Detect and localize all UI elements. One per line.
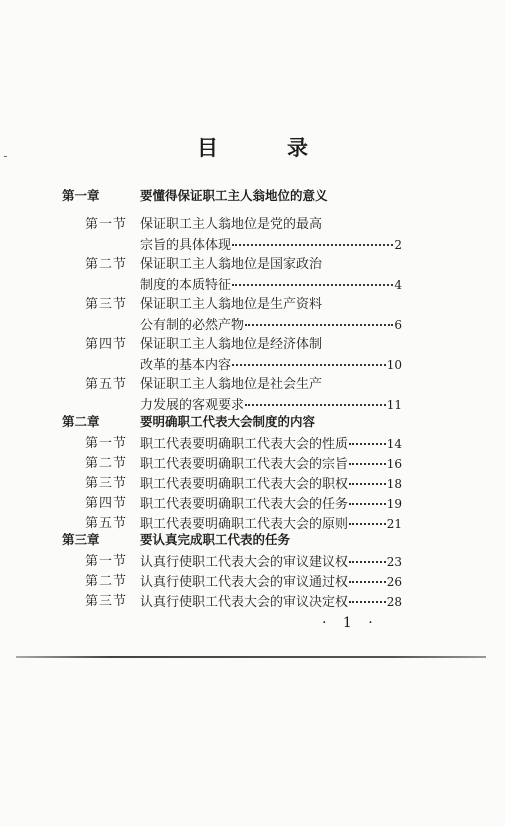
section-entry[interactable]: 职工代表要明确职工代表大会的原则 21 [140, 512, 402, 532]
leader-dots [232, 230, 393, 246]
section-title-line1[interactable]: 保证职工主人翁地位是国家政治 [140, 257, 323, 272]
leader-dots [349, 547, 386, 563]
page-title: 目 录 [197, 135, 332, 160]
section-label: 第二节 [85, 574, 128, 589]
section-title-line2[interactable]: 制度的本质特征 4 [140, 273, 402, 293]
section-title-line2[interactable]: 改革的基本内容 10 [140, 353, 402, 373]
footer-page-number: · 1 · [322, 615, 379, 631]
page-number: 21 [386, 517, 402, 531]
chapter-title: 要认真完成职工代表的任务 [140, 532, 291, 547]
section-entry[interactable]: 职工代表要明确职工代表大会的性质 14 [140, 432, 402, 452]
chapter-title: 要明确职工代表大会制度的内容 [140, 414, 316, 429]
section-label: 第一节 [85, 554, 128, 569]
section-entry[interactable]: 认真行使职工代表大会的审议通过权 26 [140, 570, 402, 590]
leader-dots [349, 587, 386, 603]
section-label: 第二节 [85, 456, 128, 471]
section-entry[interactable]: 认真行使职工代表大会的审议建议权 23 [140, 550, 402, 570]
chapter-number: 第三章 [62, 532, 100, 547]
section-label: 第一节 [85, 436, 128, 451]
section-label: 第三节 [85, 476, 128, 491]
page-number: 19 [386, 497, 402, 511]
leader-dots [349, 429, 386, 445]
section-entry[interactable]: 职工代表要明确职工代表大会的任务 19 [140, 492, 402, 512]
page-number: 16 [386, 457, 402, 471]
leader-dots [245, 310, 393, 326]
chapter-heading[interactable] [62, 412, 315, 430]
section-title-line1[interactable]: 保证职工主人翁地位是社会生产 [140, 377, 323, 392]
leader-dots [232, 270, 393, 286]
chapter-number: 第一章 [62, 188, 100, 203]
section-title-line2[interactable]: 宗旨的具体体现 2 [140, 233, 402, 253]
page-number: 14 [386, 437, 402, 451]
chapter-number: 第二章 [62, 414, 100, 429]
section-title-line2[interactable]: 力发展的客观要求 11 [140, 393, 402, 413]
leader-dots [245, 390, 386, 406]
leader-dots [349, 489, 386, 505]
page-number: 10 [386, 358, 402, 372]
leader-dots [349, 509, 386, 525]
section-label: 第四节 [85, 337, 128, 352]
section-label: 第五节 [85, 377, 128, 392]
page-number: 11 [386, 398, 402, 412]
section-title-line1[interactable]: 保证职工主人翁地位是党的最高 [140, 217, 323, 232]
page-number: 28 [386, 595, 402, 609]
section-entry[interactable]: 职工代表要明确职工代表大会的职权 18 [140, 472, 402, 492]
section-label: 第五节 [85, 516, 128, 531]
chapter-heading[interactable] [62, 530, 290, 548]
page-number: 6 [394, 318, 402, 332]
section-title-line1[interactable]: 保证职工主人翁地位是经济体制 [140, 337, 323, 352]
page-number: 4 [394, 278, 402, 292]
section-entry[interactable]: 职工代表要明确职工代表大会的宗旨 16 [140, 452, 402, 472]
page-number: 18 [386, 477, 402, 491]
chapter-heading[interactable] [62, 186, 328, 204]
leader-dots [232, 350, 386, 366]
bottom-rule [16, 656, 486, 658]
leader-dots [349, 449, 386, 465]
leader-dots [349, 469, 386, 485]
section-title-line1[interactable]: 保证职工主人翁地位是生产资料 [140, 297, 323, 312]
section-label: 第三节 [85, 297, 128, 312]
leader-dots [349, 567, 386, 583]
section-entry[interactable]: 认真行使职工代表大会的审议决定权 28 [140, 590, 402, 610]
section-label: 第二节 [85, 257, 128, 272]
page-number: 2 [394, 238, 402, 252]
page-number: 23 [386, 555, 402, 569]
section-label: 第三节 [85, 594, 128, 609]
section-title-line2[interactable]: 公有制的必然产物 6 [140, 313, 402, 333]
section-label: 第一节 [85, 217, 128, 232]
page-number: 26 [386, 575, 402, 589]
chapter-title: 要懂得保证职工主人翁地位的意义 [140, 188, 328, 203]
section-label: 第四节 [85, 496, 128, 511]
